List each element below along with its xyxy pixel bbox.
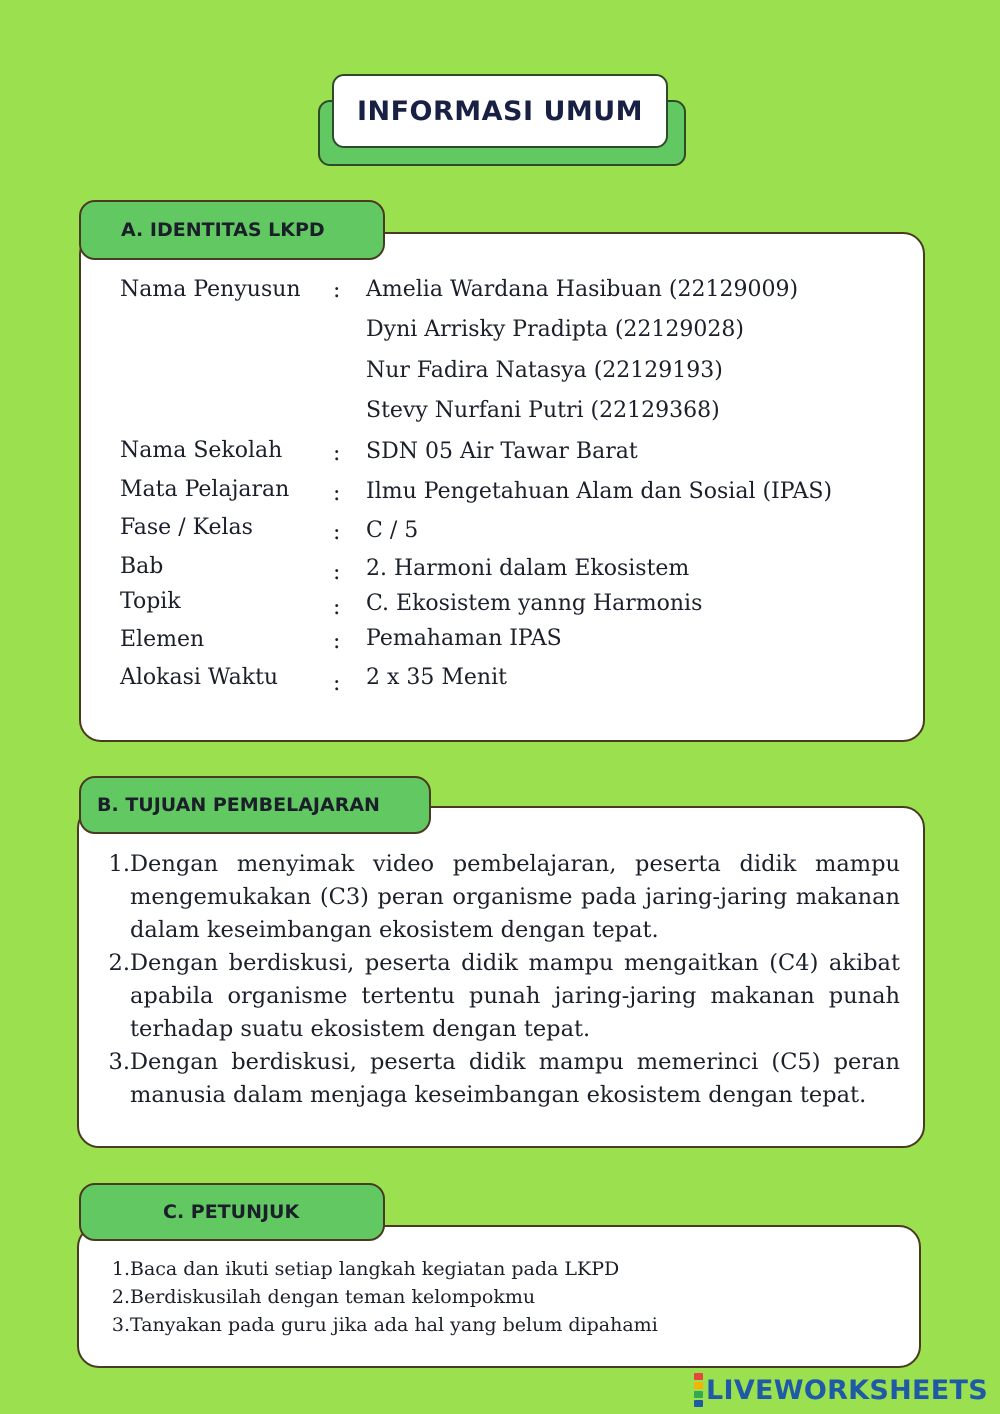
identitas-heading: A. IDENTITAS LKPD <box>79 200 385 260</box>
mata-pelajaran-value: Ilmu Pengetahuan Alam dan Sosial (IPAS) <box>366 479 833 504</box>
elemen-value: Pemahaman IPAS <box>366 626 562 651</box>
liveworksheets-logo-icon <box>694 1372 703 1408</box>
alokasi-waktu-value: 2 x 35 Menit <box>366 665 507 690</box>
list-text: Baca dan ikuti setiap langkah kegiatan pada LKPD <box>130 1258 620 1280</box>
mata-pelajaran-label: Mata Pelajaran <box>120 477 290 502</box>
list-number: 2. <box>108 950 130 976</box>
separator: : <box>333 441 341 466</box>
title-block <box>318 74 686 166</box>
list-text: Tanyakan pada guru jika ada hal yang belum dipahami <box>130 1314 658 1336</box>
list-number: 2. <box>111 1286 130 1308</box>
elemen-label: Elemen <box>120 627 205 652</box>
separator: : <box>333 520 341 545</box>
penyusun-name: Amelia Wardana Hasibuan (22129009) <box>366 277 799 302</box>
list-number: 3. <box>108 1049 130 1075</box>
nama-sekolah-value: SDN 05 Air Tawar Barat <box>366 439 638 464</box>
list-text: Dengan berdiskusi, peserta didik mampu mengaitkan (C4) akibat apabila organisme tertentu punah jaring-jaring makanan punah terhadap suatu ekosistem dengan tepat. <box>130 950 900 1042</box>
penyusun-name: Dyni Arrisky Pradipta (22129028) <box>366 317 744 342</box>
list-number: 1. <box>108 851 130 877</box>
list-item <box>108 1255 888 1283</box>
logo-bar <box>694 1373 703 1380</box>
penyusun-name: Nur Fadira Natasya (22129193) <box>366 358 723 383</box>
brand-name: LIVEWORKSHEETS <box>705 1374 988 1406</box>
tujuan-list <box>108 848 900 1112</box>
list-item <box>108 1311 888 1339</box>
alokasi-waktu-label: Alokasi Waktu <box>120 665 279 690</box>
penyusun-name: Stevy Nurfani Putri (22129368) <box>366 398 720 423</box>
nama-penyusun-label: Nama Penyusun <box>120 277 301 302</box>
topik-label: Topik <box>120 589 181 614</box>
list-item <box>108 1283 888 1311</box>
separator: : <box>333 671 341 696</box>
list-item <box>108 1046 900 1112</box>
separator: : <box>333 560 341 585</box>
list-text: Dengan berdiskusi, peserta didik mampu memerinci (C5) peran manusia dalam menjaga keseimbangan ekosistem dengan tepat. <box>130 1049 900 1108</box>
nama-sekolah-label: Nama Sekolah <box>120 438 283 463</box>
petunjuk-list <box>108 1255 888 1339</box>
bab-value: 2. Harmoni dalam Ekosistem <box>366 556 690 581</box>
list-item <box>108 848 900 947</box>
list-text: Berdiskusilah dengan teman kelompokmu <box>130 1286 536 1308</box>
topik-value: C. Ekosistem yanng Harmonis <box>366 591 703 616</box>
logo-bar <box>694 1391 703 1398</box>
list-number: 3. <box>111 1314 130 1336</box>
separator: : <box>333 629 341 654</box>
tujuan-heading: B. TUJUAN PEMBELAJARAN <box>79 776 431 834</box>
fase-kelas-label: Fase / Kelas <box>120 515 253 540</box>
separator: : <box>333 595 341 620</box>
list-text: Dengan menyimak video pembelajaran, peserta didik mampu mengemukakan (C3) peran organisme pada jaring-jaring makanan dalam keseimbangan ekosistem dengan tepat. <box>130 851 900 943</box>
petunjuk-heading: C. PETUNJUK <box>79 1183 385 1241</box>
list-number: 1. <box>111 1258 130 1280</box>
fase-kelas-value: C / 5 <box>366 518 419 543</box>
logo-bar <box>694 1382 703 1389</box>
logo-bar <box>694 1400 703 1407</box>
separator: : <box>333 481 341 506</box>
list-item <box>108 947 900 1046</box>
page-title: INFORMASI UMUM <box>332 74 668 148</box>
liveworksheets-watermark <box>694 1372 988 1408</box>
bab-label: Bab <box>120 554 164 579</box>
separator: : <box>333 278 341 303</box>
